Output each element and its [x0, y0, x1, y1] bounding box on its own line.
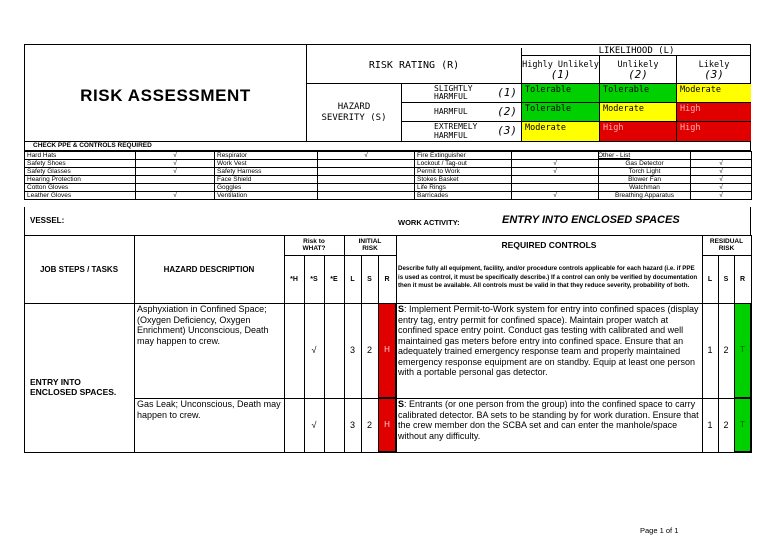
e-col-header: *E	[330, 275, 338, 283]
ppe-item: Work Vest	[215, 160, 318, 168]
initial-r-2: H	[378, 398, 396, 452]
residual-s-header: S	[723, 275, 729, 283]
risk-to-s-1: √	[311, 345, 317, 356]
page-title: RISK ASSESSMENT	[80, 86, 251, 105]
likelihood-col-number: (2)	[628, 67, 648, 81]
controls-prefix-1: S	[398, 304, 405, 314]
rating-cell-2-1: Tolerable	[522, 103, 600, 122]
ppe-check	[318, 168, 415, 176]
initial-s-1: 2	[366, 345, 372, 356]
initial-s-2: 2	[366, 419, 372, 430]
s-col-header: S	[367, 275, 372, 283]
ppe-item: Safety Harness	[215, 168, 318, 176]
likelihood-col-number: (1)	[550, 67, 571, 81]
ppe-item: Barricades	[415, 192, 512, 200]
risk-to-header: Risk to WHAT?	[302, 237, 326, 252]
severity-row-text: EXTREMELY HARMFUL	[434, 122, 478, 140]
controls-text-2: : Entrants (or one person from the group) into the confined space to carry calibrated detector. BA sets to be standing by for work duration. Ensure that the crew member don the SCBA set and can enter the manhole/space without any difficulty.	[398, 399, 699, 441]
residual-risk-header: RESIDUAL RISK	[709, 237, 744, 252]
ppe-item: Permit to Work	[415, 168, 512, 176]
ppe-check: √	[136, 160, 215, 168]
ppe-check: √	[691, 168, 752, 176]
rating-cell-3-3: High	[677, 122, 751, 141]
ppe-check: √	[512, 192, 599, 200]
likelihood-col-2	[600, 56, 677, 84]
hazard-header: HAZARD DESCRIPTION	[163, 264, 255, 274]
likelihood-label: LIKELIHOOD (L)	[522, 46, 751, 56]
risk-to-s-2: √	[311, 419, 317, 430]
ppe-check: √	[691, 184, 752, 192]
ppe-item: Lockout / Tag-out	[415, 160, 512, 168]
ppe-check: √	[136, 152, 215, 160]
ppe-check	[318, 192, 415, 200]
h-col-header: *H	[290, 275, 298, 283]
grid-line	[751, 235, 752, 452]
rating-cell-1-2: Tolerable	[600, 84, 677, 103]
r-col-header: R	[384, 275, 390, 283]
severity-row-number: (1)	[497, 85, 517, 99]
ppe-row	[25, 176, 752, 184]
l-col-header: L	[350, 275, 355, 283]
initial-l-1: 3	[349, 345, 355, 356]
ppe-item: Fire Extinguisher	[415, 152, 512, 160]
ppe-check: √	[691, 192, 752, 200]
likelihood-col-number: (3)	[704, 67, 724, 81]
severity-row-label-2	[402, 103, 522, 122]
ppe-check	[512, 184, 599, 192]
likelihood-col-label: Unlikely	[617, 59, 659, 70]
ppe-check: √	[318, 152, 415, 160]
ppe-check	[318, 184, 415, 192]
ppe-item: Face Shield	[215, 176, 318, 184]
grid-line	[24, 452, 752, 453]
required-controls-header: REQUIRED CONTROLS	[501, 240, 597, 250]
ppe-item: Life Rings	[415, 184, 512, 192]
ppe-item: Torch Light	[599, 168, 691, 176]
ppe-item: Respirator	[215, 152, 318, 160]
severity-row-number: (3)	[497, 124, 517, 138]
residual-s-1: 2	[723, 345, 729, 356]
rating-cell-1-1: Tolerable	[522, 84, 600, 103]
ppe-check	[512, 152, 599, 160]
ppe-check	[136, 184, 215, 192]
ppe-item: Blower Fan	[599, 176, 691, 184]
ppe-check: √	[136, 168, 215, 176]
ppe-item: Ventilation	[215, 192, 318, 200]
residual-r-2: T	[734, 398, 751, 452]
ppe-check: √	[691, 176, 752, 184]
hazard-description-1: Asphyxiation in Confined Space; (Oxygen Deficiency, Oxygen Enrichment) Unconscious, Death may happen to crew.	[137, 304, 269, 346]
vessel-label: VESSEL:	[30, 216, 65, 225]
page-number: Page 1 of 1	[640, 526, 679, 535]
controls-note: Describe fully all equipment, facility, and/or procedure controls applicable for each hazard (i.e. if PPE is used as control, it must be specifically describe.) If a control can only be verified by documentation then it must be available. All controls must be valid in that they reduce severity, probability of both.	[398, 265, 698, 290]
required-controls-2	[398, 399, 700, 441]
s-star-col-header: *S	[310, 275, 318, 283]
ppe-item: Stokes Basket	[415, 176, 512, 184]
task-label: ENTRY INTO ENCLOSED SPACES.	[30, 377, 117, 397]
ppe-heading: CHECK PPE & CONTROLS REQUIRED	[24, 142, 751, 151]
rating-cell-2-2: Moderate	[600, 103, 677, 122]
grid-line	[396, 235, 397, 452]
ppe-item: Safety Glasses	[25, 168, 136, 176]
initial-l-2: 3	[349, 419, 355, 430]
rating-cell-3-2: High	[600, 122, 677, 141]
ppe-item: Breathing Apparatus	[599, 192, 691, 200]
ppe-check: √	[512, 160, 599, 168]
severity-row-label-3	[402, 122, 522, 141]
ppe-check: √	[136, 192, 215, 200]
rating-cell-1-3: Moderate	[677, 84, 751, 103]
severity-row-number: (2)	[497, 104, 517, 118]
residual-l-2: 1	[707, 419, 713, 430]
ppe-check: √	[512, 168, 599, 176]
initial-r-1: H	[378, 303, 396, 398]
ppe-check: √	[691, 160, 752, 168]
severity-label: HAZARD SEVERITY (S)	[307, 84, 402, 142]
ppe-item: Safety Shoes	[25, 160, 136, 168]
residual-l-header: L	[707, 275, 713, 283]
severity-row-text: SLIGHTLY HARMFUL	[434, 83, 473, 101]
hazard-description-2: Gas Leak; Unconscious, Death may happen to crew.	[137, 399, 281, 420]
rating-cell-3-1: Moderate	[522, 122, 600, 141]
ppe-item: Gas Detector	[599, 160, 691, 168]
work-activity-label: WORK ACTIVITY:	[398, 218, 460, 227]
risk-rating-label: RISK RATING (R)	[307, 48, 522, 84]
ppe-item: Watchman	[599, 184, 691, 192]
ppe-item: Hearing Protection	[25, 176, 136, 184]
ppe-item: Cotton Gloves	[25, 184, 136, 192]
ppe-row	[25, 168, 752, 176]
residual-r-header: R	[739, 275, 746, 283]
rating-cell-2-3: High	[677, 103, 751, 122]
ppe-check	[512, 176, 599, 184]
controls-prefix-2: S	[398, 399, 405, 409]
ppe-row	[25, 192, 752, 200]
ppe-check	[136, 176, 215, 184]
controls-text-1: : Implement Permit-to-Work system for entry into confined spaces (display entry tag, entry permit for confined space). Maintain proper watch at confined space entry point. Conduct gas testing with calibrated and well maintained gas meters before entry into confined space. Ensure that an adequately trained emergency response team and properly maintained emergency response equipment are on standby. Equip at least one person with a portable personal gas detector.	[398, 304, 699, 377]
initial-risk-header: INITIAL RISK	[358, 237, 382, 252]
likelihood-col-label: Likely	[698, 59, 730, 70]
ppe-check	[318, 160, 415, 168]
ppe-item: Leather Gloves	[25, 192, 136, 200]
work-activity-value: ENTRY INTO ENCLOSED SPACES	[502, 214, 680, 226]
ppe-check	[318, 176, 415, 184]
likelihood-col-3	[677, 56, 751, 84]
ppe-item: Hard Hats	[25, 152, 136, 160]
residual-s-2: 2	[723, 419, 729, 430]
residual-l-1: 1	[707, 345, 713, 356]
ppe-item: Goggles	[215, 184, 318, 192]
likelihood-col-1	[522, 56, 600, 84]
required-controls-1	[398, 304, 700, 378]
severity-row-text: HARMFUL	[434, 106, 468, 116]
ppe-check	[691, 152, 752, 160]
other-list-label: Other - List	[598, 152, 631, 159]
ppe-row	[25, 184, 752, 192]
residual-r-1: T	[734, 303, 751, 398]
severity-row-label-1	[402, 84, 522, 103]
ppe-row	[25, 160, 752, 168]
job-steps-header: JOB STEPS / TASKS	[39, 264, 119, 274]
likelihood-col-label: Highly Unlikely	[522, 59, 599, 70]
